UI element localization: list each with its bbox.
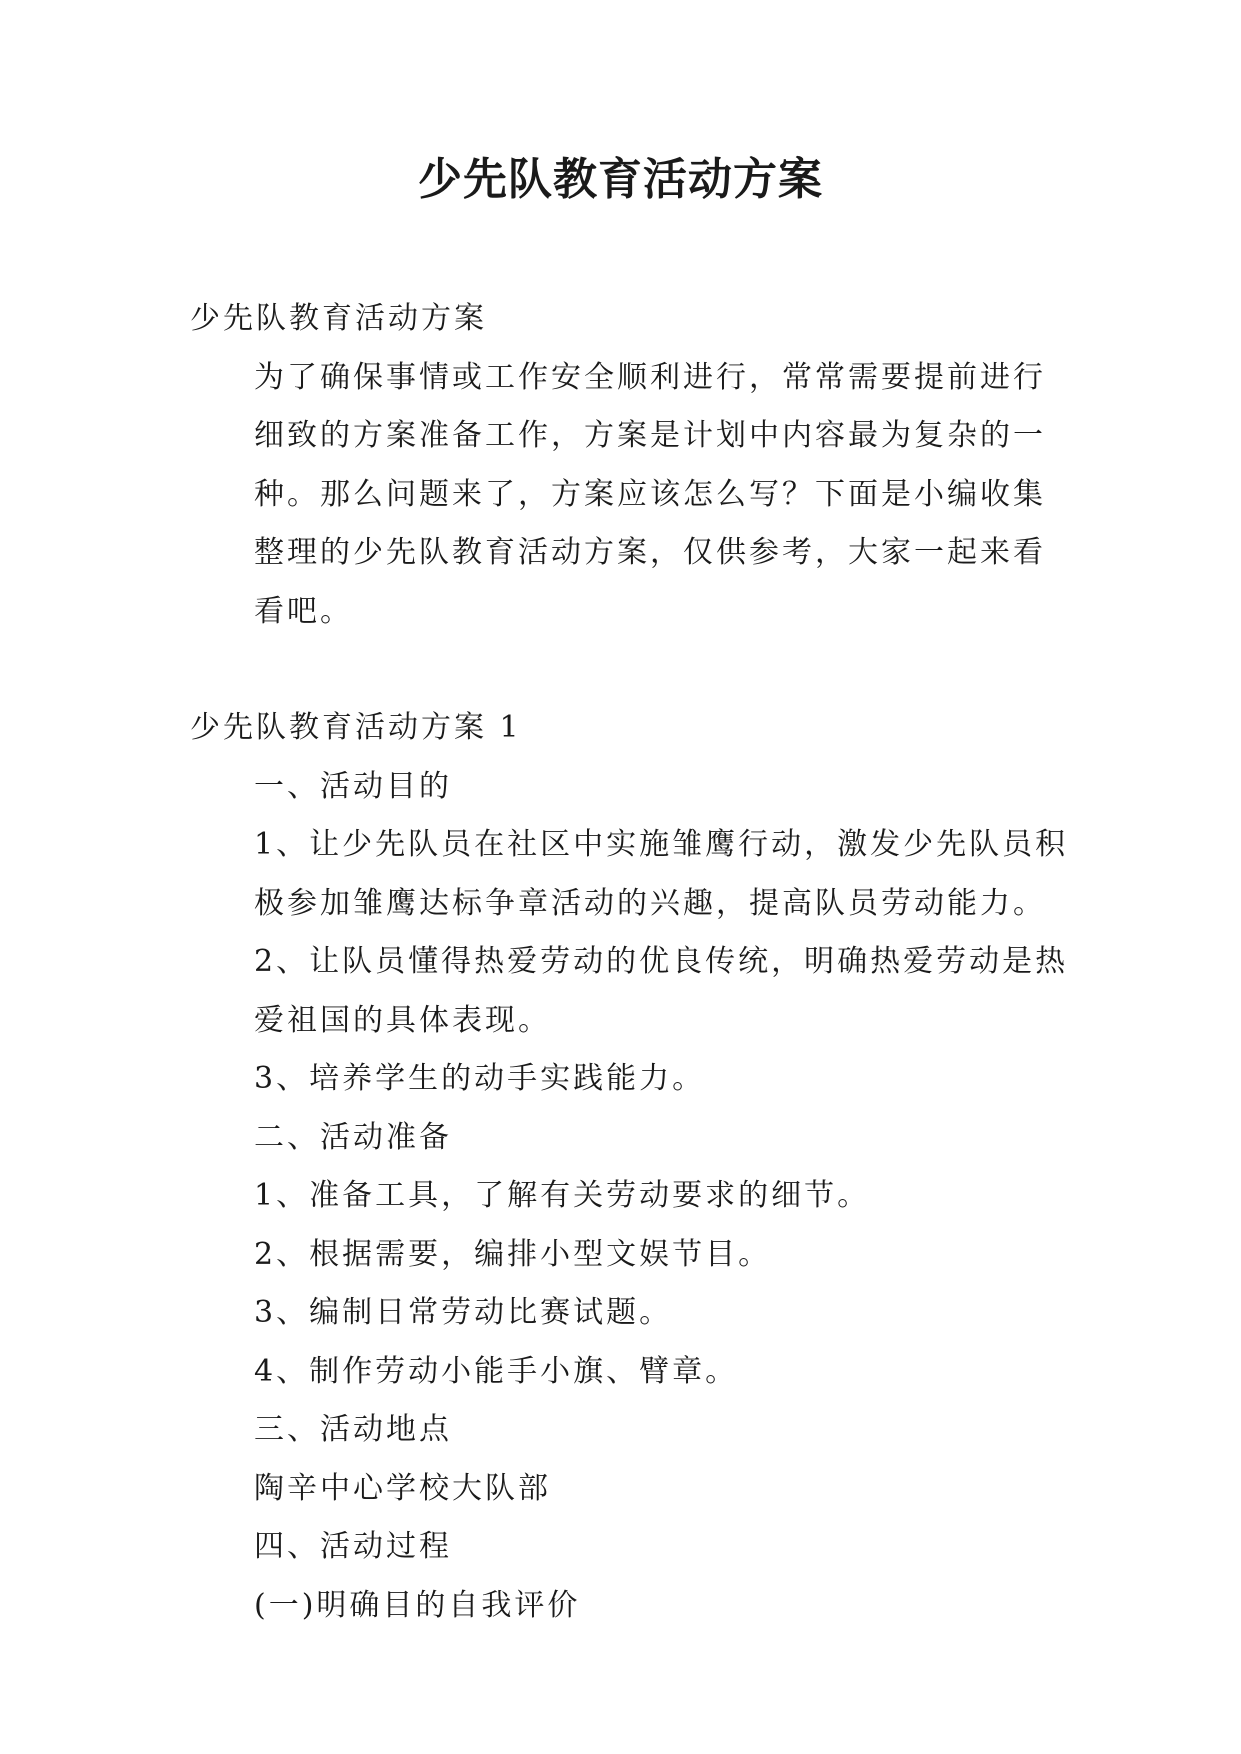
document-body [190,290,1070,1635]
preparation-item-3: 3、编制日常劳动比赛试题。 [254,1295,673,1330]
heading-process: 四、活动过程 [254,1529,452,1564]
process-step-1: (一)明确目的自我评价 [254,1587,581,1623]
heading-purpose: 一、活动目的 [254,768,452,804]
location-text: 陶辛中心学校大队部 [254,1470,551,1506]
paragraph-gap [190,641,1070,699]
heading-location: 三、活动地点 [254,1412,452,1447]
document-subtitle: 少先队教育活动方案 [190,301,487,336]
preparation-item-1: 1、准备工具，了解有关劳动要求的细节。 [254,1178,871,1213]
section-title: 少先队教育活动方案 1 [190,710,522,745]
document-title: 少先队教育活动方案 [418,154,823,205]
heading-preparation: 二、活动准备 [254,1119,452,1155]
purpose-item-3: 3、培养学生的动手实践能力。 [254,1061,706,1096]
preparation-item-2: 2、根据需要，编排小型文娱节目。 [254,1236,772,1272]
preparation-item-4: 4、制作劳动小能手小旗、臂章。 [254,1353,739,1389]
intro-paragraph: 为了确保事情或工作安全顺利进行，常常需要提前进行细致的方案准备工作，方案是计划中内容最为复杂的一种。那么问题来了，方案应该怎么写？下面是小编收集整理的少先队教育活动方案，仅供参考，大家一起来看看吧。 [254,359,1046,629]
purpose-item-2: 2、让队员懂得热爱劳动的优良传统，明确热爱劳动是热爱祖国的具体表现。 [254,944,1069,1038]
purpose-item-1: 1、让少先队员在社区中实施雏鹰行动，激发少先队员积极参加雏鹰达标争章活动的兴趣，提高队员劳动能力。 [254,827,1069,921]
